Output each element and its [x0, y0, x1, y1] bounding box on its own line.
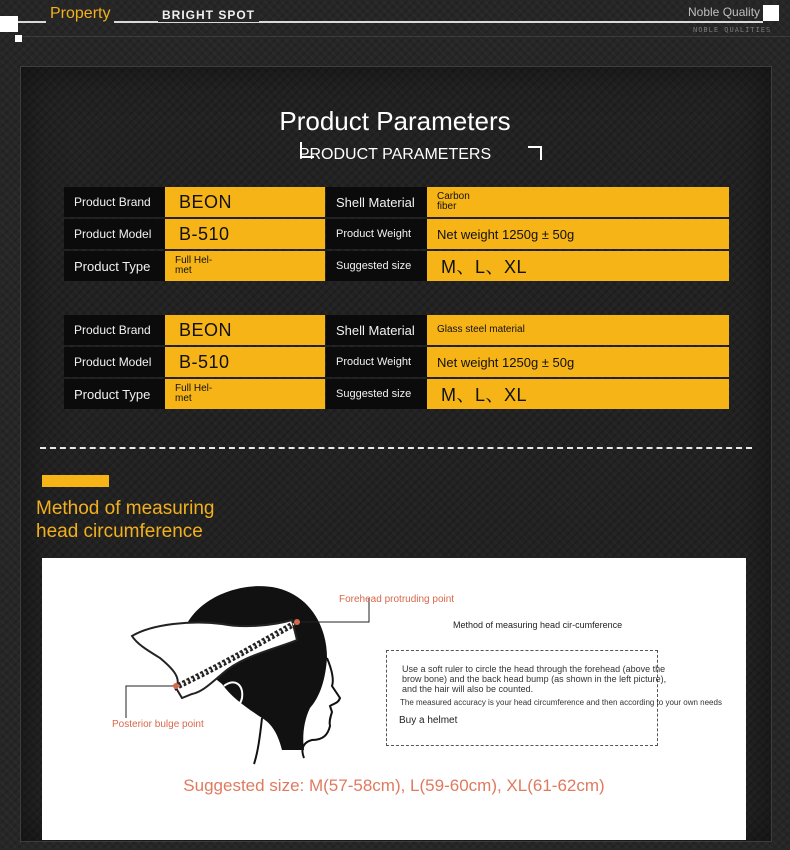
spec-value: [165, 251, 325, 281]
table-row: [64, 347, 729, 377]
spec-table-2: [64, 313, 729, 411]
spec-key: Product Brand: [64, 315, 165, 345]
spec-key: Product Brand: [64, 187, 165, 217]
spec-value: B-510: [165, 347, 325, 377]
table-row: [64, 315, 729, 345]
spec-value: Net weight 1250g ± 50g: [427, 219, 729, 249]
spec-key: Product Model: [64, 219, 165, 249]
subtitle-bracket-right: [528, 146, 542, 160]
neck-line: [254, 718, 262, 764]
accuracy-text: The measured accuracy is your head circumference and then according to your own needs: [400, 698, 722, 707]
banner-square-left: [0, 16, 18, 32]
section-title-line-2: head circumference: [36, 521, 203, 542]
posterior-bulge-label: Posterior bulge point: [112, 719, 204, 730]
measurement-diagram: [42, 558, 746, 840]
table-row: [64, 219, 729, 249]
spec-key: Product Model: [64, 347, 165, 377]
spec-value: M、L、XL: [427, 251, 729, 281]
posterior-point-dot: [173, 683, 179, 689]
forehead-point-dot: [294, 619, 300, 625]
spec-key: Suggested size: [326, 379, 427, 409]
spec-value: [165, 379, 325, 409]
page-title: Product Parameters: [279, 106, 511, 136]
spec-value-text: Full Hel-met: [175, 383, 213, 404]
banner-noble-qualities-sublabel: NOBLE QUALITIES: [693, 26, 772, 34]
spec-key: Product Weight: [326, 347, 427, 377]
banner-noble-quality-label: Noble Quality: [688, 5, 761, 19]
posterior-leader-line: [126, 686, 176, 718]
banner-bright-spot-label: BRIGHT SPOT: [158, 8, 259, 22]
spec-key: Shell Material: [326, 315, 427, 345]
banner-mini-square: [15, 35, 22, 42]
spec-key: Product Type: [64, 379, 165, 409]
instruction-text: Use a soft ruler to circle the head through the forehead (above the brow bone) and the back head bump (as shown in the left picture), and the hair will also be counted.: [402, 664, 667, 694]
table-row: [64, 187, 729, 217]
method-title: Method of measuring head cir-cumference: [453, 620, 623, 630]
spec-value: M、L、XL: [427, 379, 729, 409]
spec-value: [427, 187, 729, 217]
spec-value-text: Full Hel-met: [175, 255, 213, 276]
section-title: [36, 497, 215, 543]
section-accent-bar: [42, 475, 109, 487]
banner-line: [18, 21, 763, 23]
page-subtitle: PRODUCT PARAMETERS: [298, 146, 492, 163]
dashed-divider: [40, 447, 752, 449]
banner-property-label: Property: [46, 5, 114, 23]
forehead-point-label: Forehead protruding point: [339, 594, 455, 605]
spec-value: BEON: [165, 187, 325, 217]
spec-value: B-510: [165, 219, 325, 249]
spec-value: Glass steel material: [427, 315, 729, 345]
spec-key: Shell Material: [326, 187, 427, 217]
spec-value: BEON: [165, 315, 325, 345]
spec-table-1: [64, 185, 729, 283]
table-row: [64, 379, 729, 409]
section-title-line-1: Method of measuring: [36, 498, 215, 519]
table-row: [64, 251, 729, 281]
buy-helmet-text: Buy a helmet: [399, 715, 458, 726]
banner-square-right: [763, 5, 779, 21]
spec-key: Product Type: [64, 251, 165, 281]
spec-key: Product Weight: [326, 219, 427, 249]
spec-value-text: Carbon fiber: [437, 191, 470, 212]
spec-key: Suggested size: [326, 251, 427, 281]
spec-value: Net weight 1250g ± 50g: [427, 347, 729, 377]
banner-line-lower: [18, 36, 790, 37]
suggested-sizes-text: Suggested size: M(57-58cm), L(59-60cm), XL(61-62cm): [183, 776, 605, 795]
